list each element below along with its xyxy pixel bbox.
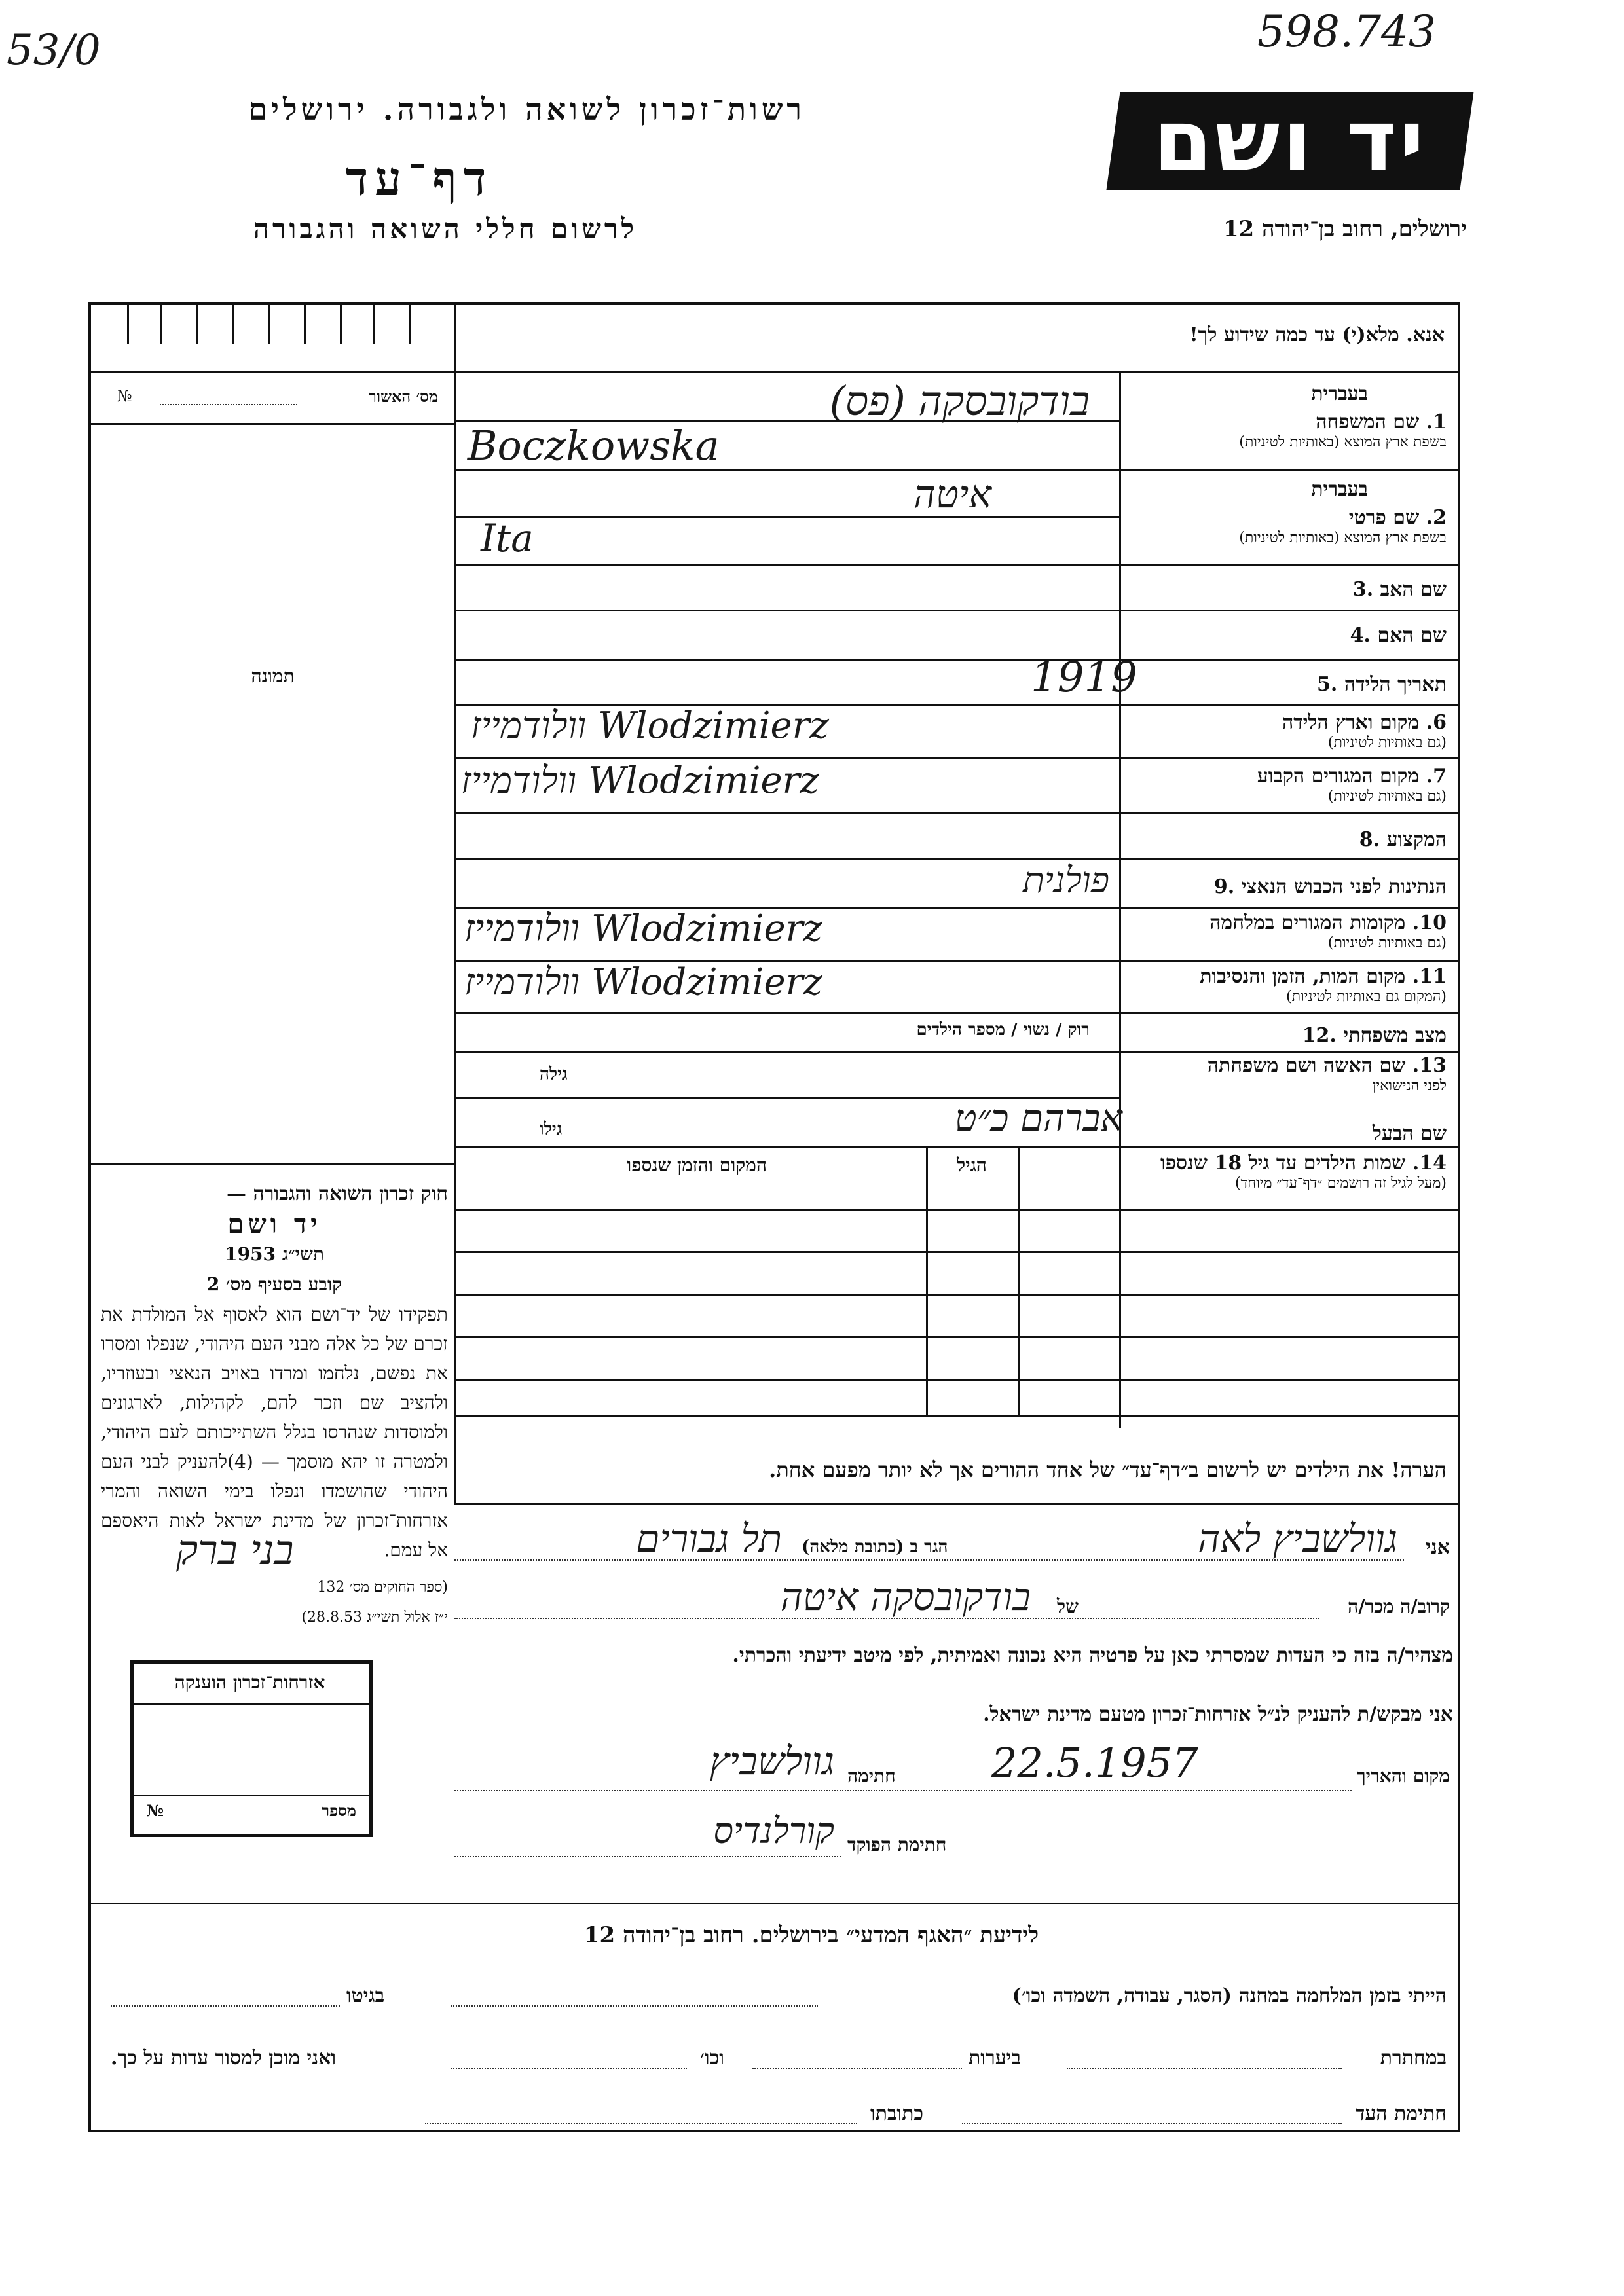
field-11-num: 11. — [1412, 965, 1447, 988]
children-col-age: הגיל — [957, 1154, 987, 1176]
field-6-num: 6. — [1426, 711, 1447, 734]
photo-bottom-rule — [91, 1163, 454, 1165]
field-11-note: (המקום גם באותיות לטיניות) — [1286, 989, 1447, 1005]
birthplace-value[interactable]: וולודמייז Wlodzimierz — [471, 704, 829, 747]
children-note: (מעל לגיל זה רושמים ״דף־עד״ מיוחד) — [1234, 1175, 1447, 1192]
approval-label: מס׳ האשור — [369, 387, 438, 406]
residence-value[interactable]: וולודמייז Wlodzimierz — [461, 759, 819, 802]
field-4-num: 4. — [1350, 624, 1371, 647]
mother-name-value[interactable] — [468, 616, 1109, 649]
authority-line: רשות־זכרון לשואה ולגבורה. ירושלים — [248, 92, 805, 127]
field-row-birthplace — [454, 704, 1460, 757]
lang-label-1: בעברית — [1311, 382, 1368, 405]
field-row-father — [454, 564, 1460, 610]
field-2-label: שם פרטי — [1348, 506, 1420, 529]
wartime-residence-value[interactable]: וולודמייז Wlodzimierz — [464, 907, 822, 950]
lang-label-2: בעברית — [1311, 478, 1368, 501]
field-11-label: מקום המות, הזמן והנסיבות — [1200, 965, 1406, 988]
field-row-first-name — [454, 469, 1460, 564]
form-instruction: אנא. מלא(י) עד כמה שידוע לך! — [1189, 323, 1445, 346]
nationality-value[interactable]: פולנית — [1022, 860, 1109, 901]
law-heading: חוק זכרון השואה והגבורה — — [227, 1182, 448, 1205]
top-right-handwritten-number: 598.743 — [1257, 7, 1436, 57]
form-subtitle: לרשום חללי השואה והגבורה — [253, 213, 638, 245]
underground-label: במחתרת — [1380, 2047, 1447, 2069]
field-7-note: (גם באותיות לטיניות) — [1327, 788, 1447, 805]
law-year: תשי״ג 1953 — [225, 1243, 324, 1265]
field-row-marital-status — [454, 1012, 1460, 1051]
field-row-wartime-residence — [454, 907, 1460, 960]
approval-symbol: № — [117, 387, 132, 405]
field-10-num: 10. — [1412, 911, 1447, 934]
field-1-num: 1. — [1426, 410, 1447, 433]
first-name-hebrew-value[interactable]: איטה — [913, 472, 991, 517]
citizenship-box — [130, 1660, 373, 1837]
declarant-name-value[interactable]: גוולשביץ לאה — [1198, 1516, 1397, 1561]
marital-status-options[interactable]: רוק / נשוי / מספר הילדים — [916, 1020, 1090, 1040]
law-name: יד ושם — [227, 1209, 322, 1239]
field-5-label: תאריך הלידה — [1344, 673, 1447, 696]
bottom-line-3 — [111, 2102, 1447, 2132]
field-9-label: הנתינות לפני הכבוש הנאצי — [1241, 875, 1447, 898]
law-body: תפקידו של יד־ושם הוא לאסוף אל המולדת את זכרם של כל אלה מבני העם היהודי, שנפלו ומסרו את נפשם, נלחמו ומרדו באויב הנאצי ובעוזריו, ולהציב שם וזכר להם, לקהילות, לארגונים ולמוסדות שנהרסו בגלל השתייכותם לעם היהודי, ולמטרה זו יהא מוסמך — (4)להעניק לבני העם היהודי שהושמדו ונפלו בימי השואה והמרי אזרחות־זכרון של מדינת ישראל לאות היאספם אל עמם. — [101, 1303, 448, 1561]
forests-label: ביערות — [969, 2047, 1022, 2069]
husband-age-label: גילו — [540, 1120, 563, 1139]
field-8-label: המקצוע — [1386, 828, 1447, 851]
approval-number-field[interactable] — [104, 387, 445, 413]
remark: הערה! את הילדים יש לרשום ב״דף־עד״ של אחד ההורים אך לא יותר מפעם אחת. — [769, 1457, 1447, 1482]
first-name-latin-value[interactable]: Ita — [481, 516, 534, 560]
field-row-family-name — [454, 371, 1460, 469]
top-left-handwritten-number: 53/0 — [7, 26, 101, 75]
death-place-value[interactable]: וולודמייז Wlodzimierz — [464, 961, 822, 1004]
law-citation-2: י״ז אלול תשי״ג 28.8.53) — [301, 1609, 448, 1626]
profession-value[interactable] — [468, 819, 1109, 852]
form-title: דף־עד — [345, 151, 493, 206]
testimony-willing-label: ואני מוכן למסור עדות על כך. — [111, 2047, 337, 2069]
yad-vashem-logo: יד ושם — [1153, 91, 1427, 191]
bottom-notice: לידיעת ״האגף המדעי״ בירושלים. רחוב בן־יהודה 12 — [583, 1922, 1039, 1948]
date-value[interactable]: 22.5.1957 — [991, 1739, 1198, 1787]
family-name-hebrew-value[interactable]: בודקובסקה (פס) — [829, 377, 1090, 425]
field-13-label: שם האשה ושם משפחתה — [1207, 1054, 1406, 1077]
residing-label: הגר ב (כתובת מלאה) — [802, 1537, 948, 1557]
field-4-label: שם האם — [1377, 624, 1447, 647]
field-row-residence — [454, 757, 1460, 812]
witness-address-label: כתובתו — [870, 2102, 924, 2125]
field-6-label: מקום וארץ הלידה — [1282, 711, 1420, 734]
field-5-num: 5. — [1317, 673, 1338, 696]
declarant-line-1 — [454, 1510, 1456, 1569]
etc-label: וכו׳ — [700, 2047, 724, 2069]
bottom-line-2 — [111, 2047, 1447, 2079]
declaration-text: מצהיר/ה בזה כי העדות שמסרתי כאן על פרטיה היא נכונה ואמיתית, לפי מיטב ידיעתי והכרתי. — [732, 1644, 1453, 1667]
declarant-line-2 — [454, 1572, 1456, 1624]
request-text: אני מבקש/ת להעניק לנ״ל אזרחות־זכרון מטעם מדינת ישראל. — [983, 1703, 1453, 1726]
relative-name-value[interactable]: בודקובסקה איטה — [780, 1575, 1031, 1619]
field-1-label: שם המשפחה — [1316, 410, 1420, 433]
field-10-note: (גם באותיות לטיניות) — [1327, 935, 1447, 951]
field-row-profession — [454, 812, 1460, 858]
witness-signature-label: חתימת העד — [1355, 2102, 1447, 2125]
citizenship-number-label: מספר — [322, 1801, 356, 1820]
signature-value[interactable]: גוולשביץ — [709, 1739, 834, 1783]
place-date-label: מקום והאריך — [1356, 1765, 1450, 1787]
field-7-label: מקום המגורים הקבוע — [1257, 765, 1420, 788]
of-label: של — [1057, 1595, 1079, 1617]
photo-area — [91, 423, 454, 1163]
officer-signature-value[interactable]: קורלנדיס — [713, 1810, 834, 1851]
signature-label: חתימה — [847, 1765, 896, 1787]
field-9-num: 9. — [1213, 875, 1235, 898]
field-10-label: מקומות המגורים במלחמה — [1209, 911, 1406, 934]
field-13-num: 13. — [1412, 1054, 1447, 1077]
field-1-note: בשפת ארץ המוצא (באותיות לטיניות) — [1239, 434, 1447, 450]
ghetto-label: בגיטו — [346, 1984, 385, 2007]
camp-label: הייתי בזמן המלחמה במחנה (הסגר, עבודה, השמדה וכו׳) — [1012, 1984, 1447, 2007]
relative-label: קרוב/ה מכר/ה — [1348, 1595, 1450, 1617]
field-3-label: שם האב — [1380, 578, 1447, 601]
officer-label: חתימת הפוקד — [847, 1834, 947, 1855]
children-col-place: המקום והזמן שנספו — [627, 1154, 767, 1176]
father-name-value[interactable] — [468, 570, 1109, 603]
officer-signature-line — [454, 1808, 978, 1860]
bottom-line-1 — [111, 1984, 1447, 2017]
header-address: ירושלים, רחוב בן־יהודה 12 — [1223, 216, 1467, 242]
handwritten-city: בני ברק — [176, 1526, 294, 1574]
law-citation-1: (ספר החוקים מס׳ 132 — [317, 1579, 448, 1595]
field-3-num: 3. — [1352, 578, 1374, 601]
wife-age-label: גילה — [540, 1065, 568, 1084]
approval-number-boxes — [91, 305, 454, 371]
family-name-latin-value[interactable]: Boczkowska — [468, 422, 720, 469]
law-section: קובע בסעיף מס׳ 2 — [206, 1273, 342, 1295]
field-12-num: 12. — [1302, 1024, 1337, 1047]
husband-label: שם הבעל — [1372, 1122, 1447, 1145]
citizenship-title: אזרחות־זכרון הוענקה — [174, 1671, 325, 1693]
birthdate-value[interactable]: 1919 — [1031, 653, 1137, 702]
field-2-note: בשפת ארץ המוצא (באותיות לטיניות) — [1239, 530, 1447, 546]
i-label: אני — [1426, 1536, 1450, 1559]
declarant-address-value[interactable]: תל גבורים — [636, 1516, 782, 1561]
children-table — [454, 1146, 1460, 1415]
field-row-birthdate — [454, 653, 1460, 704]
field-row-nationality — [454, 858, 1460, 907]
place-date-signature-line — [454, 1739, 1456, 1798]
testimony-form — [88, 302, 1460, 2132]
photo-label: תמונה — [251, 665, 295, 687]
field-row-death-place — [454, 960, 1460, 1012]
field-7-num: 7. — [1426, 765, 1447, 788]
field-13-note: לפני הנישואין — [1372, 1078, 1447, 1094]
field-12-label: מצב משפחתי — [1343, 1024, 1447, 1047]
citizenship-number-symbol: № — [147, 1801, 164, 1820]
field-2-num: 2. — [1426, 506, 1447, 529]
field-row-mother — [454, 610, 1460, 659]
field-row-husband-name — [454, 1097, 1460, 1146]
field-8-num: 8. — [1359, 828, 1380, 851]
field-6-note: (גם באותיות לטיניות) — [1327, 735, 1447, 751]
children-label: 14. שמות הילדים עד גיל 18 שנספו — [1160, 1152, 1447, 1175]
field-row-wife-name — [454, 1051, 1460, 1097]
husband-name-value[interactable]: אברהם כ״ט — [954, 1097, 1122, 1140]
